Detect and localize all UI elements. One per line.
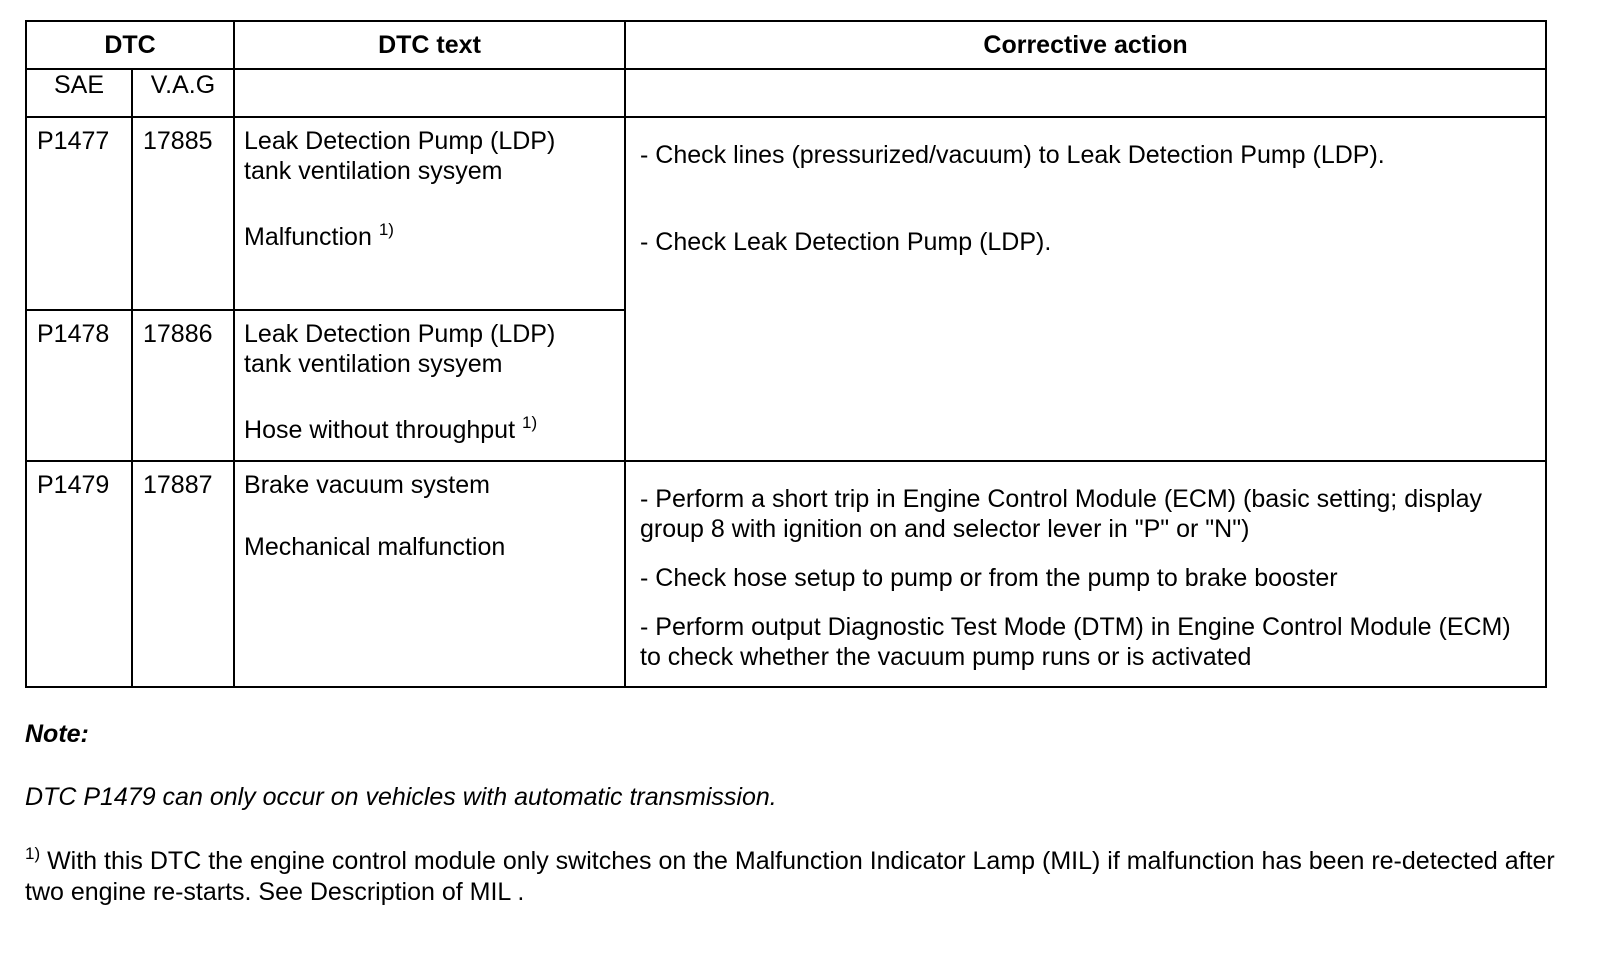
dtc-status-text: Malfunction [244, 223, 372, 251]
table-header-row [26, 21, 1546, 69]
subheader-empty-action [625, 69, 1546, 117]
subheader-sae: SAE [26, 69, 132, 117]
dtc-status-text: Hose without throughput [244, 416, 516, 444]
dtc-text-status [244, 222, 614, 252]
footnote-marker: 1) [378, 220, 394, 239]
row-sae-code: P1478 [26, 310, 132, 461]
footnote-text: With this DTC the engine control module only switches on the Malfunction Indicator Lamp (MIL) if malfunction has been re-detected after two engine re-starts. See [25, 847, 1555, 906]
header-corrective-action: Corrective action [625, 21, 1546, 69]
footnote-marker: 1) [521, 413, 538, 432]
action-item: - Perform a short trip in Engine Control Module (ECM) (basic setting; display group 8 with ignition on and selector lever in "P" or "N") [640, 485, 1483, 543]
footnote [25, 846, 1555, 908]
table-row [26, 461, 1546, 687]
action-item: - Check hose setup to pump or from the pump to brake booster [640, 564, 1338, 592]
header-dtc-text: DTC text [234, 21, 625, 69]
table-subheader-row [26, 69, 1546, 117]
header-dtc: DTC [26, 21, 234, 69]
note-label: Note: [25, 720, 89, 748]
note-text: DTC P1479 can only occur on vehicles with automatic transmission. [25, 783, 777, 811]
subheader-vag: V.A.G [132, 69, 234, 117]
dtc-text-line: Brake vacuum system [244, 471, 490, 499]
dtc-status-text: Mechanical malfunction [244, 533, 506, 561]
row-dtc-text [234, 461, 625, 687]
action-item: - Perform output Diagnostic Test Mode (DTM) in Engine Control Module (ECM) to check whether the vacuum pump runs or is activated [640, 613, 1511, 671]
row-dtc-text [234, 310, 625, 461]
subheader-empty-text [234, 69, 625, 117]
dtc-text-line: Leak Detection Pump (LDP) [244, 127, 556, 155]
row-vag-code: 17886 [132, 310, 234, 461]
corrective-action-cell [625, 117, 1546, 461]
footnote-end: . [510, 878, 525, 906]
table-row [26, 117, 1546, 310]
action-item: - Check Leak Detection Pump (LDP). [640, 228, 1052, 256]
row-sae-code: P1479 [26, 461, 132, 687]
dtc-text-status [244, 415, 614, 445]
footnote-marker: 1) [25, 844, 41, 863]
dtc-text-line: tank ventilation sysyem [244, 350, 503, 378]
row-vag-code: 17887 [132, 461, 234, 687]
dtc-text-line: Leak Detection Pump (LDP) [244, 320, 556, 348]
row-dtc-text [234, 117, 625, 310]
corrective-action-cell [625, 461, 1546, 687]
row-vag-code: 17885 [132, 117, 234, 310]
dtc-table [25, 20, 1547, 688]
dtc-text-line: tank ventilation sysyem [244, 157, 503, 185]
action-item: - Check lines (pressurized/vacuum) to Leak Detection Pump (LDP). [640, 141, 1385, 169]
row-sae-code: P1477 [26, 117, 132, 310]
mil-description-link[interactable]: Description of MIL [309, 878, 511, 906]
